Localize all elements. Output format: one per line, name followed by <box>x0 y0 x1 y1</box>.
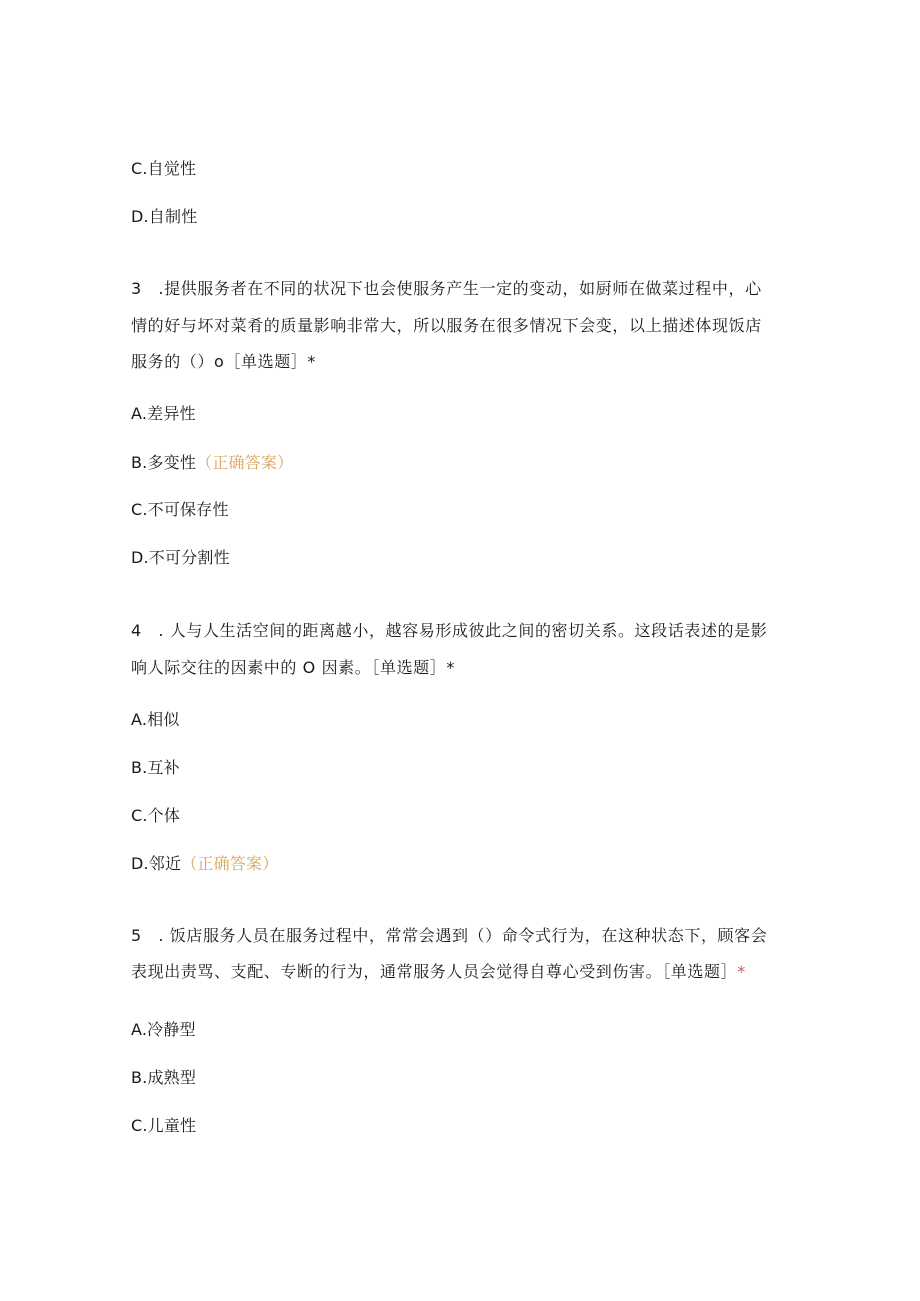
q3-option-b-label: B.多变性 <box>131 453 197 472</box>
q4-option-b[interactable]: B.互补 <box>131 758 180 777</box>
q5-text-line-2 <box>131 962 746 982</box>
q4-option-d[interactable] <box>131 854 278 874</box>
q3-option-b[interactable] <box>131 453 293 473</box>
q5-text-line-1: 5 . 饭店服务人员在服务过程中，常常会遇到（）命令式行为，在这种状态下，顾客会 <box>131 926 768 945</box>
q3-text-line-3: 服务的（）o［单选题］* <box>131 352 316 371</box>
q5-option-c[interactable]: C.儿童性 <box>131 1116 197 1135</box>
q4-option-d-label: D.邻近 <box>131 854 182 873</box>
q4-text-line-2: 响人际交往的因素中的 O 因素。［单选题］* <box>131 658 455 677</box>
q5-option-a[interactable]: A.冷静型 <box>131 1020 196 1039</box>
required-star: * <box>737 962 746 981</box>
correct-answer-tag: （正确答案） <box>196 453 294 472</box>
q4-option-c[interactable]: C.个体 <box>131 806 181 825</box>
q3-text-line-2: 情的好与坏对菜肴的质量影响非常大，所以服务在很多情况下会变，以上描述体现饭店 <box>131 316 762 335</box>
q2-option-c[interactable]: C.自觉性 <box>131 159 197 178</box>
q5-text-line-2-body: 表现出责骂、支配、专断的行为，通常服务人员会觉得自尊心受到伤害。［单选题］ <box>131 962 738 981</box>
q3-option-c[interactable]: C.不可保存性 <box>131 500 229 519</box>
q5-option-b[interactable]: B.成熟型 <box>131 1068 197 1087</box>
correct-answer-tag: （正确答案） <box>181 854 279 873</box>
q3-text-line-1: 3 .提供服务者在不同的状况下也会使服务产生一定的变动，如厨师在做菜过程中，心 <box>131 279 762 298</box>
q4-text-line-1: 4 . 人与人生活空间的距离越小，越容易形成彼此之间的密切关系。这段话表述的是影 <box>131 621 768 640</box>
q2-option-d[interactable]: D.自制性 <box>131 207 198 226</box>
q3-option-d[interactable]: D.不可分割性 <box>131 548 230 567</box>
q4-option-a[interactable]: A.相似 <box>131 710 180 729</box>
q3-option-a[interactable]: A.差异性 <box>131 404 196 423</box>
